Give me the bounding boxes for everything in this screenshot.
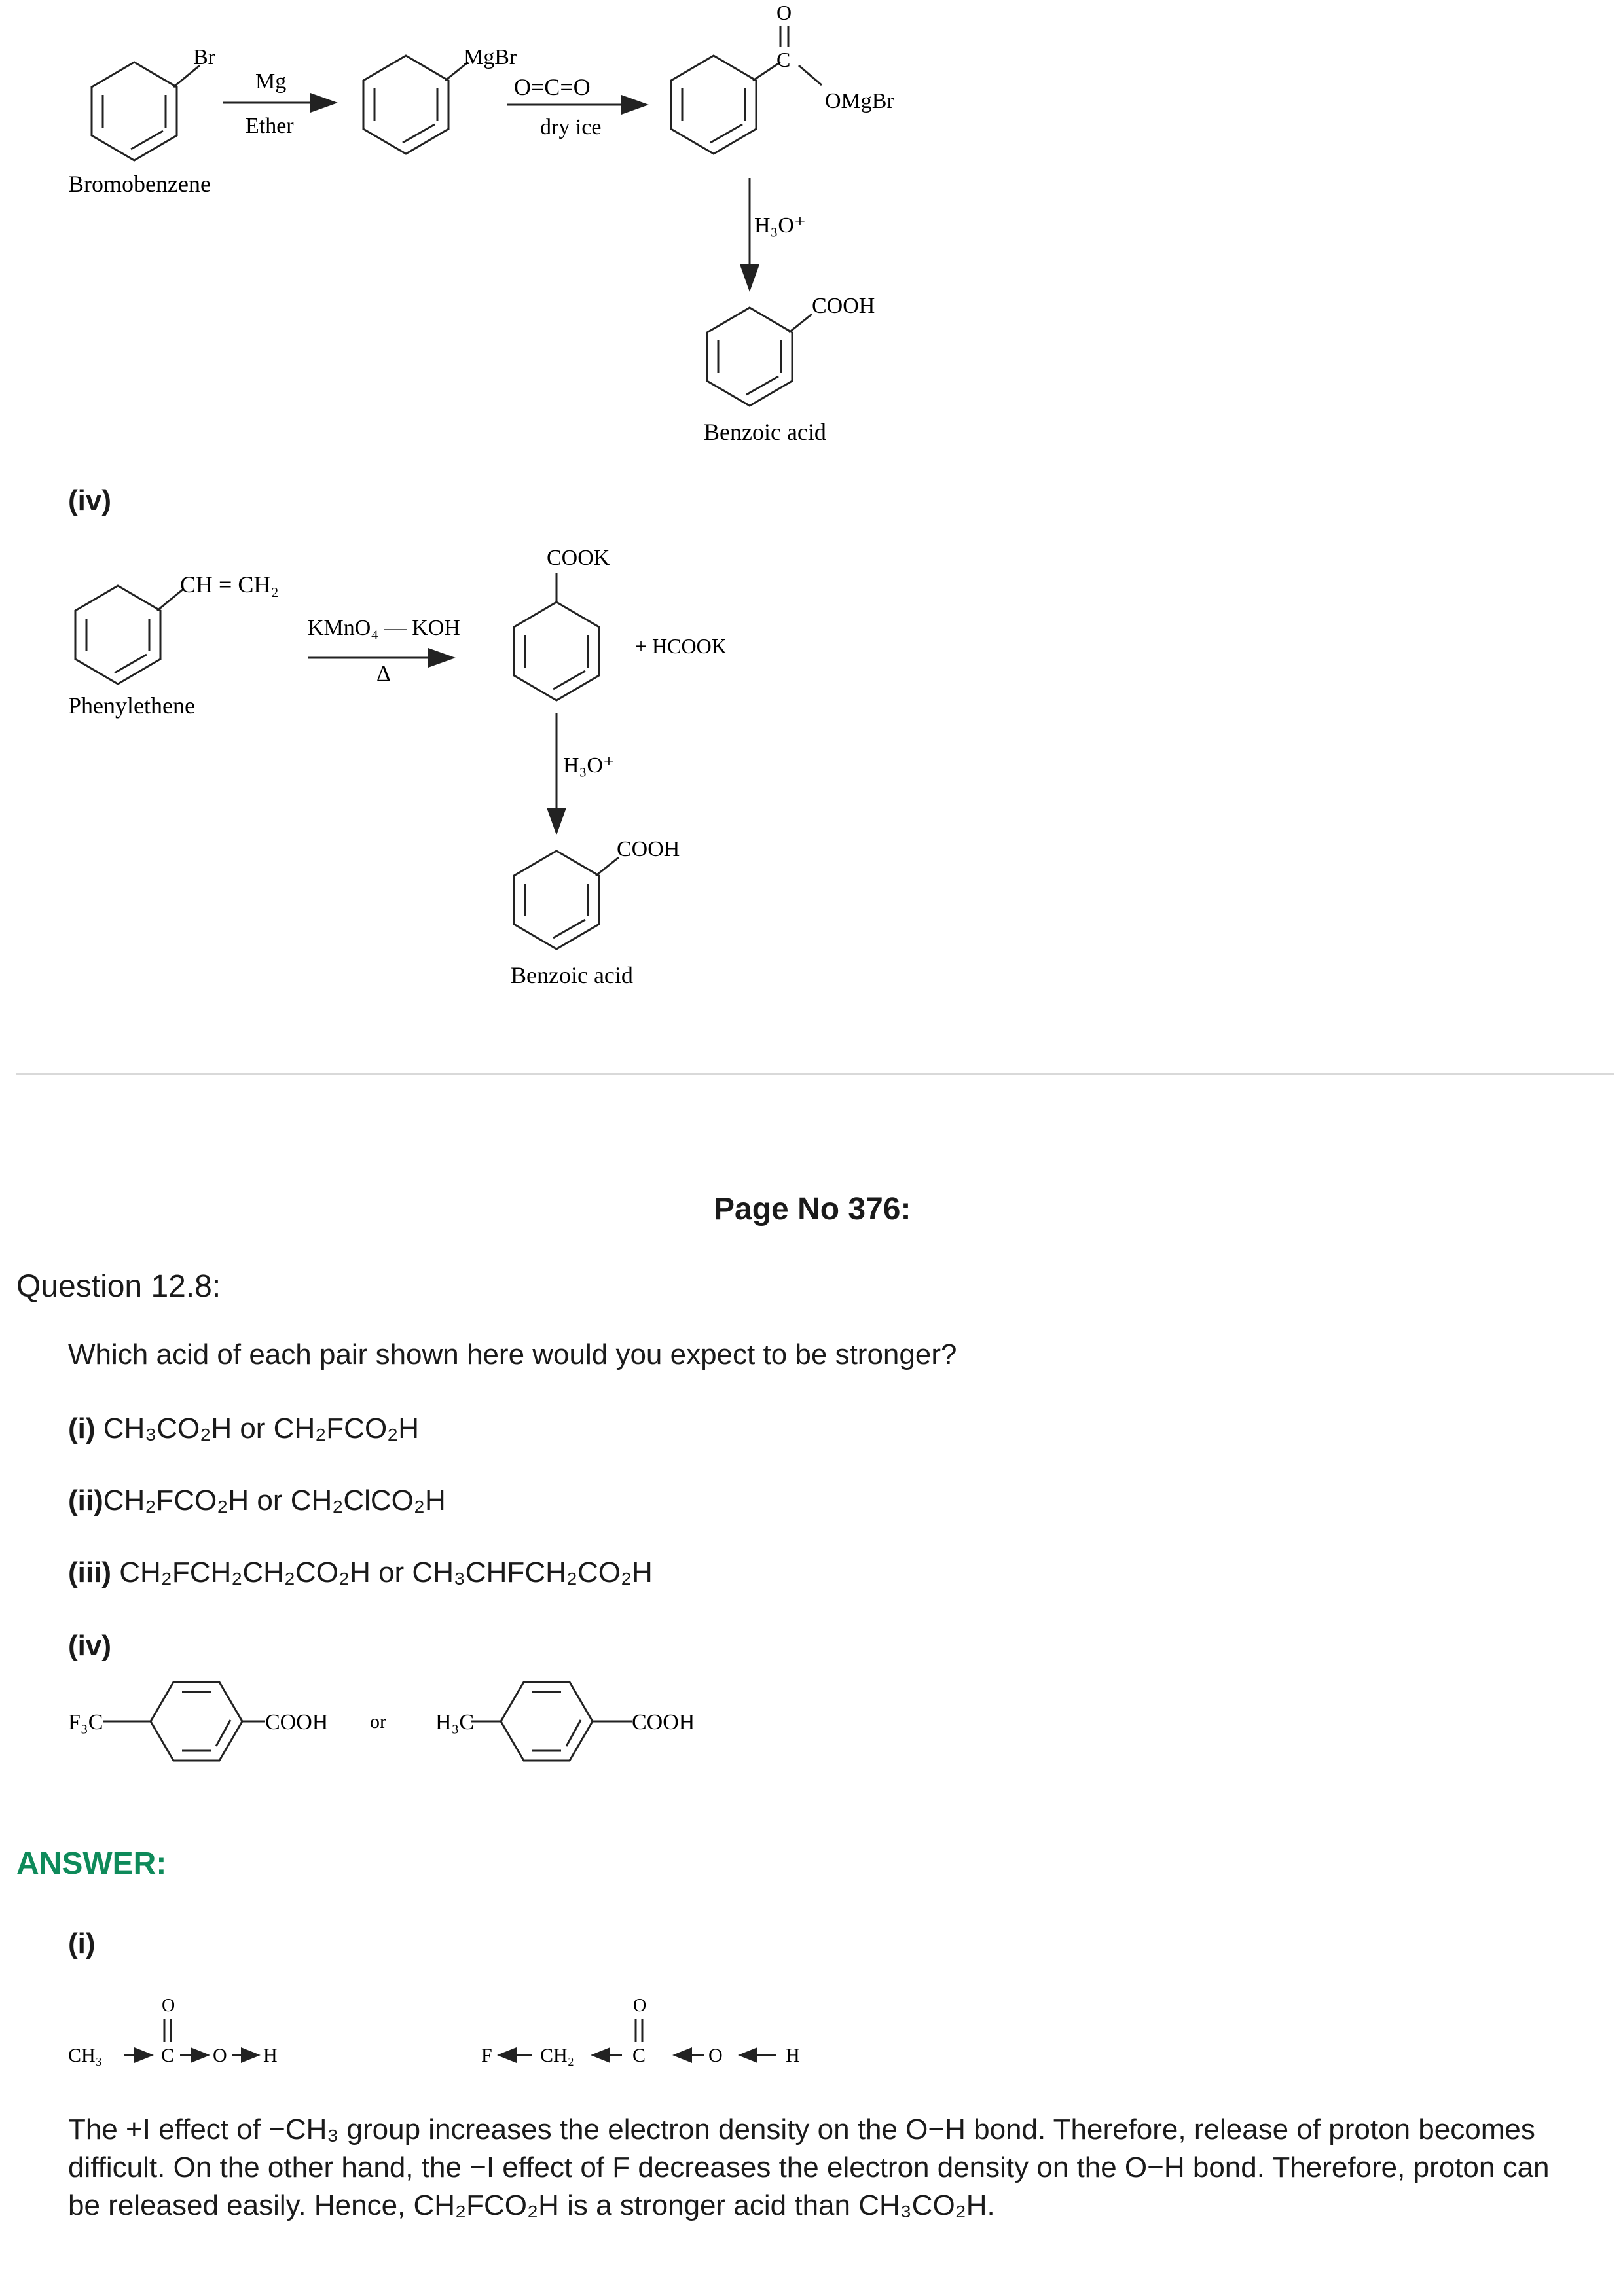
benzene-ring-bromobenzene [92,62,177,160]
question-item-i [68,1412,419,1445]
benzoic-acid-label: Benzoic acid [704,419,826,445]
item-label: (i) [68,1412,96,1444]
cooh-label-iv: COOH [617,837,680,861]
vinyl-group-label: CH = CH₂ [180,571,279,598]
benzene-ring-grignard [363,56,448,154]
benzene-ring-carboxylate [671,56,756,154]
methylene-group: CH₂ [540,2045,575,2066]
fluorine-atom: F [481,2045,492,2066]
answer-item-i-label: (i) [68,1928,96,1960]
cooh-right: COOH [632,1710,695,1734]
ether-reagent: Ether [246,114,294,138]
carbon-dioxide-reagent: O=C=O [514,74,591,100]
benzene-ring-phenylethene [75,586,160,684]
oxidation-reaction-scheme [0,517,1623,1014]
bromobenzene-label: Bromobenzene [68,171,211,197]
dry-ice-label: dry ice [540,115,602,139]
page-number: Page No 376: [714,1192,911,1227]
omgbr-label: OMgBr [825,89,894,113]
hydronium-reagent: H₃O⁺ [754,213,806,238]
hydroxyl-oxygen-f: O [708,2045,723,2066]
answer-explanation: The +I effect of −CH₃ group increases the electron density on the O−H bond. Therefore, release of proton becomes difficult. On the other hand, the −I effect of F decreases the electron density on the O−H bond. Therefore, proton can be released easily. Hence, CH₂FCO₂H is a stronger acid than CH₃CO₂H. [68,2113,1550,2221]
hydroxyl-oxygen: O [213,2045,227,2066]
or-label: or [370,1711,386,1732]
mgbr-label: MgBr [464,45,517,69]
reaction-iv-label: (iv) [68,484,111,516]
answer-title: ANSWER: [16,1846,167,1881]
benzene-ring-right [501,1682,593,1761]
methyl-label: H₃C [435,1710,475,1734]
question-item-iii [68,1556,653,1589]
trifluoromethyl-label: F₃C [68,1710,103,1734]
hydronium-reagent-iv: H₃O⁺ [563,753,615,778]
grignard-reaction-scheme [0,0,1623,497]
hcook-byproduct: + HCOOK [635,634,727,658]
benzoic-acid-label-iv: Benzoic acid [511,962,633,988]
carbonyl-carbon: C [161,2045,175,2066]
cook-label: COOK [547,546,610,570]
question-prompt: Which acid of each pair shown here would you expect to be stronger? [68,1338,957,1371]
benzene-ring-benzoic-acid [707,308,792,406]
benzene-ring-left [151,1682,242,1761]
carbonyl-carbon-f: C [632,2045,646,2066]
answer-structures [0,1990,1623,2075]
carbon-label: C [776,48,791,71]
phenylethene-label: Phenylethene [68,692,195,719]
question-iv-structures [0,1676,1623,1767]
section-divider [16,1073,1614,1075]
heat-symbol: Δ [376,662,391,686]
carbonyl-oxygen: O [162,1996,175,2016]
oxygen-label: O [776,1,792,24]
mg-reagent: Mg [255,69,287,94]
br-label: Br [193,45,215,69]
methyl-group: CH₃ [68,2045,103,2066]
cooh-label: COOH [812,294,875,318]
benzene-ring-benzoic-acid-iv [514,851,599,949]
question-item-ii [68,1484,446,1517]
hydroxyl-hydrogen-f: H [786,2045,800,2066]
item-label: (iii) [68,1556,111,1588]
benzene-ring-potassium-benzoate [514,602,599,700]
item-text: CH₃CO₂H or CH₂FCO₂H [103,1412,420,1444]
kmno4-koh-reagent: KMnO₄ — KOH [308,616,460,640]
item-label: (ii) [68,1484,103,1516]
question-title: Question 12.8: [16,1269,221,1304]
item-text: CH₂FCH₂CH₂CO₂H or CH₃CHFCH₂CO₂H [119,1556,653,1588]
question-item-iv-label: (iv) [68,1630,111,1662]
hydroxyl-hydrogen: H [263,2045,278,2066]
cooh-left: COOH [265,1710,329,1734]
item-text: CH₂FCO₂H or CH₂ClCO₂H [103,1484,446,1516]
carbonyl-oxygen-f: O [633,1996,647,2016]
